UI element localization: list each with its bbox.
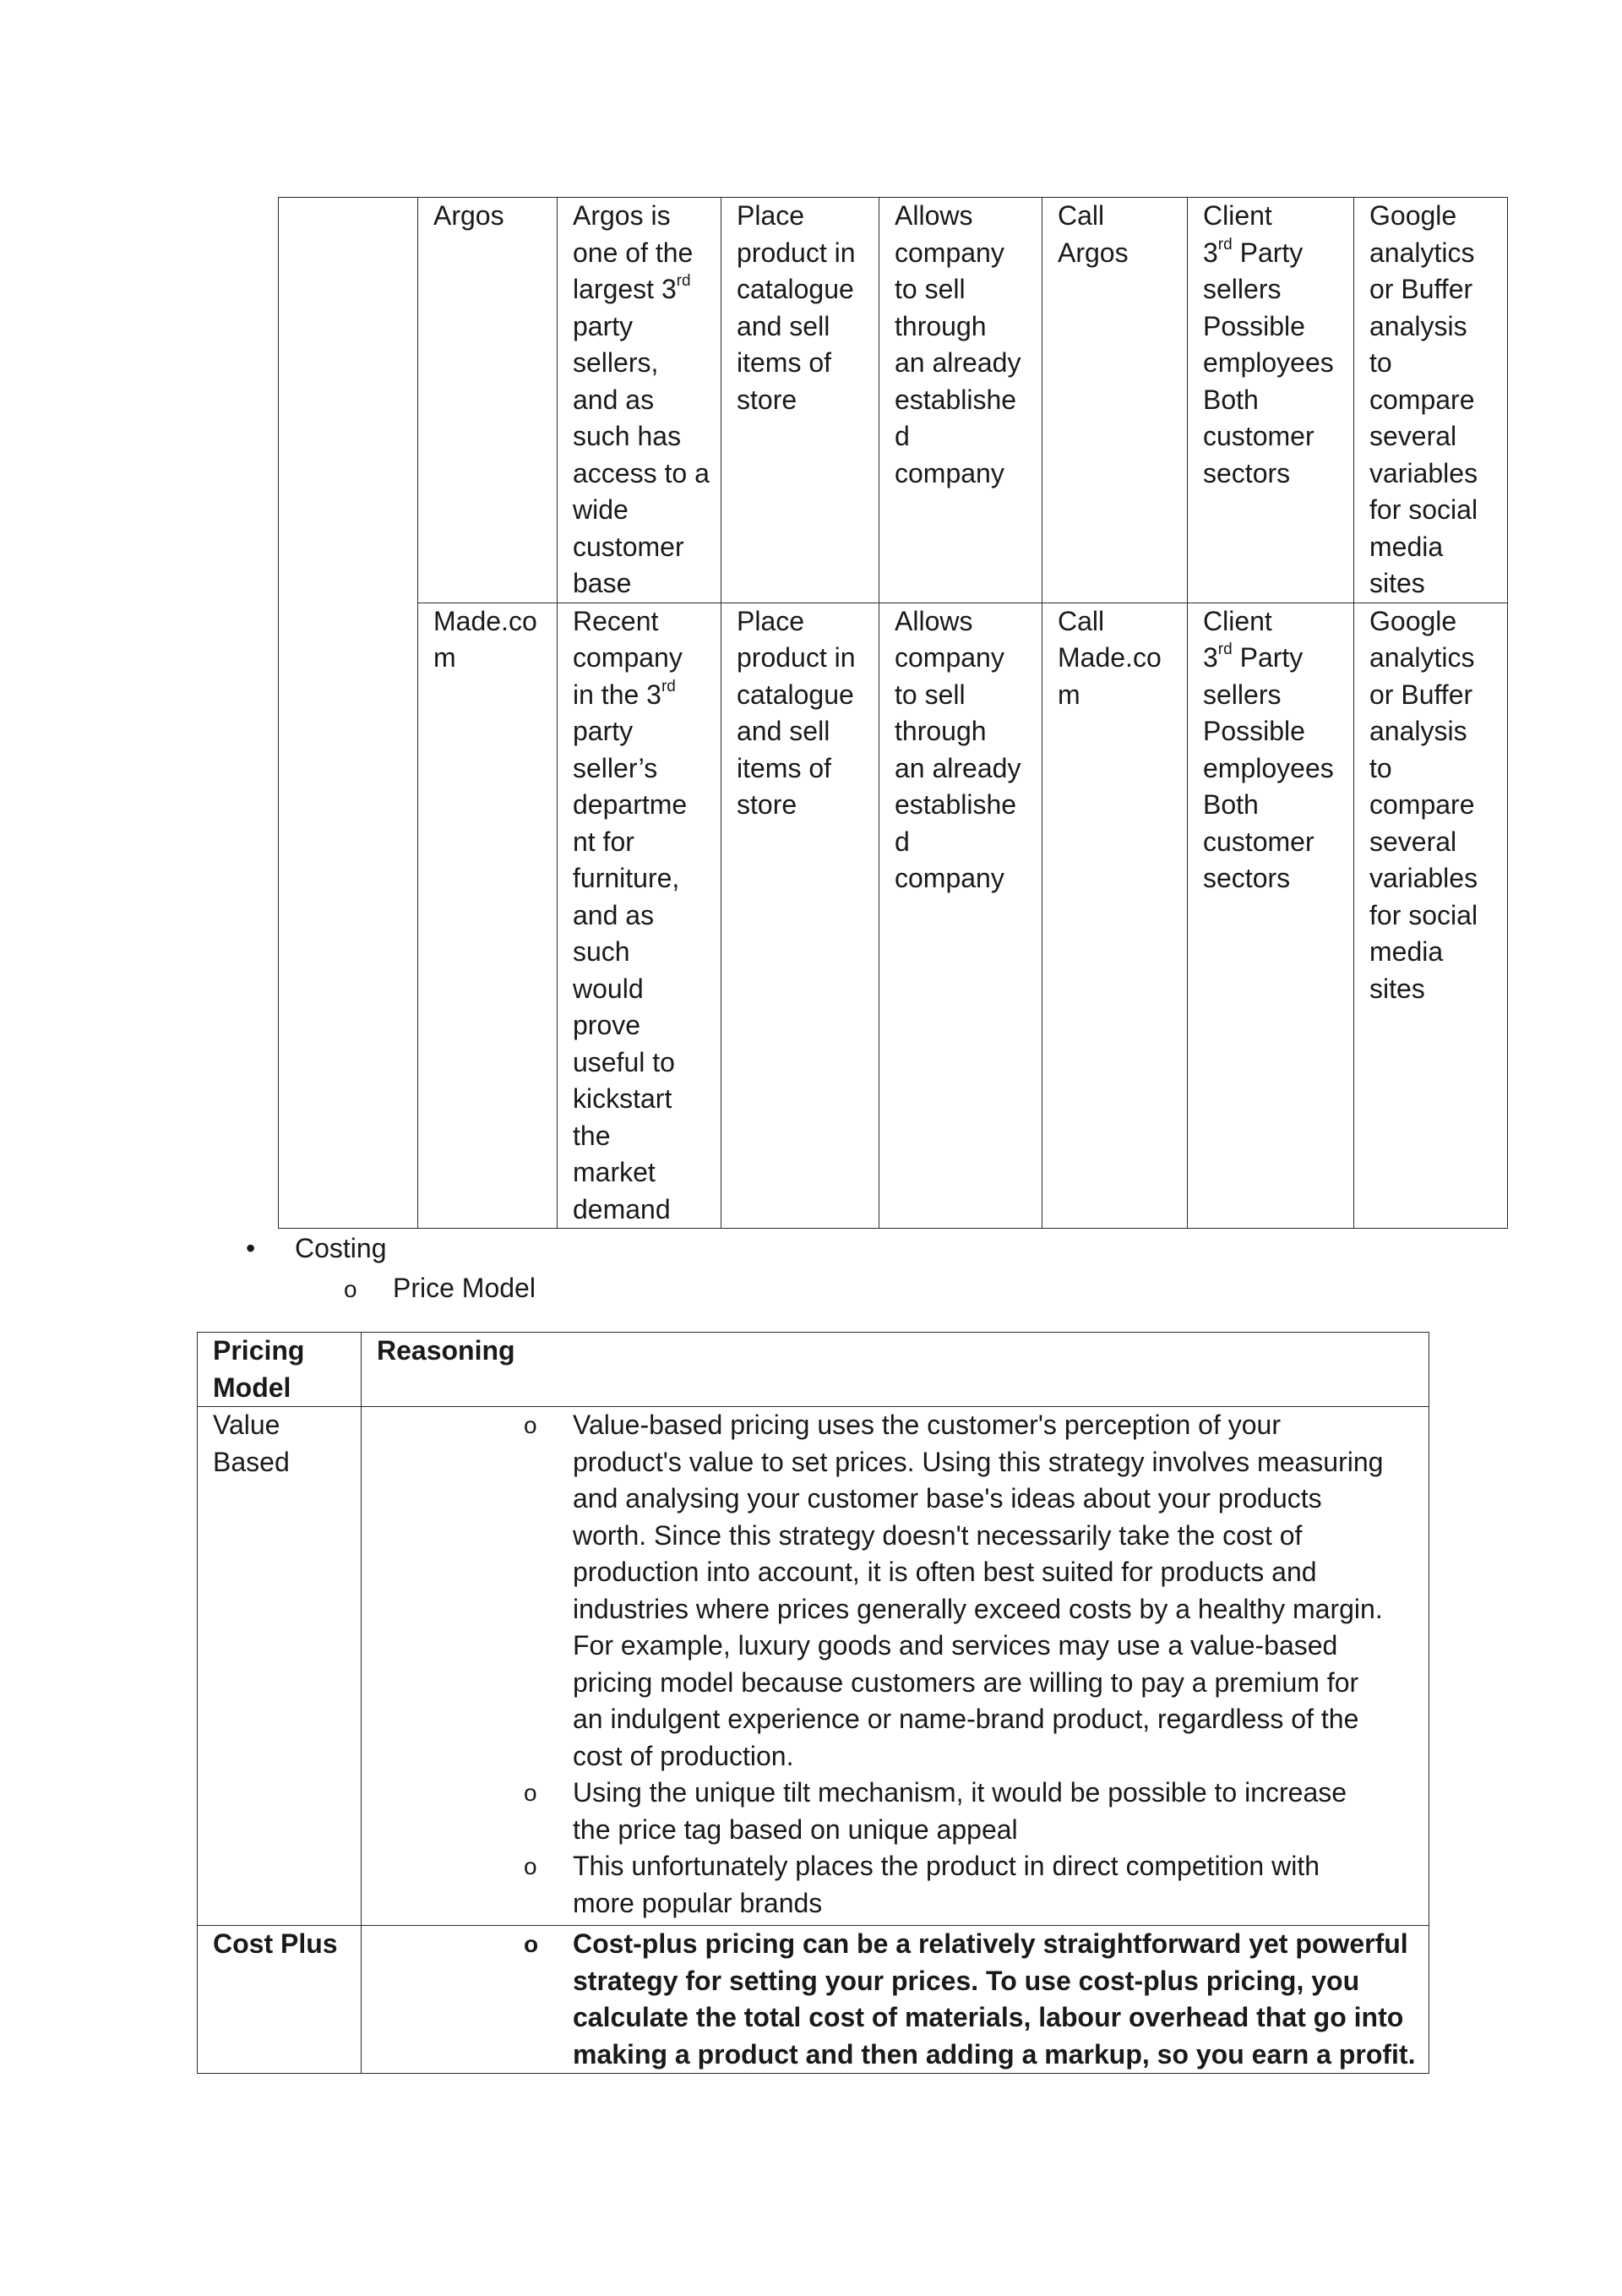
pricing-header-row <box>198 1333 1429 1407</box>
pricing-row <box>198 1926 1429 2074</box>
cell-line: sellers, <box>573 347 659 378</box>
item-line: Value-based pricing uses the customer's perception of your <box>573 1410 1281 1440</box>
cell-line: sellers <box>1203 274 1282 304</box>
bullet-symbol: o <box>524 1780 537 1806</box>
table-row <box>279 603 1508 1229</box>
cell-line: Call <box>1058 200 1105 231</box>
cell-line: Argos <box>1058 237 1129 268</box>
item-line: industries where prices generally exceed costs by a healthy margin. <box>573 1593 1383 1624</box>
item-line: This unfortunately places the product in direct competition with <box>573 1851 1320 1881</box>
seller-target-cell <box>1188 603 1354 1229</box>
pricing-model-header <box>198 1333 362 1407</box>
cell-line: Client <box>1203 200 1272 231</box>
cell-line: departme <box>573 789 688 820</box>
cell-line: store <box>737 789 797 820</box>
cell-line: company <box>895 237 1004 268</box>
reasoning-header-label: Reasoning <box>377 1335 515 1366</box>
cell-line: media <box>1369 531 1444 562</box>
cell-line: such has <box>573 421 682 451</box>
cell-line: compare <box>1369 384 1475 415</box>
cell-line: customer <box>1203 826 1314 857</box>
cell-line: 3rd Party <box>1203 235 1304 268</box>
price-model-label: Price Model <box>393 1273 536 1303</box>
cell-line: m <box>1058 679 1080 710</box>
cell-line: Allows <box>895 605 973 636</box>
cell-line: wide <box>573 494 629 525</box>
reasoning-list <box>524 1926 1422 2073</box>
cell-line: useful to <box>573 1046 675 1077</box>
reasoning-header <box>362 1333 1429 1407</box>
cell-line: product in <box>737 237 856 268</box>
pricing-row <box>198 1407 1429 1926</box>
item-line: worth. Since this strategy doesn't necessarily take the cost of <box>573 1519 1303 1551</box>
cell-line: several <box>1369 826 1457 857</box>
cell-line: Place <box>737 605 805 636</box>
reasoning-cell <box>362 1407 1429 1926</box>
cell-line: demand <box>573 1193 671 1224</box>
bullet-symbol: o <box>524 1931 539 1957</box>
cell-line: the <box>573 1120 611 1151</box>
cell-line: employees <box>1203 347 1334 378</box>
cell-line: customer <box>573 531 684 562</box>
item-line: the price tag based on unique appeal <box>573 1813 1018 1845</box>
seller-benefit-cell <box>879 603 1042 1229</box>
cell-line: Argos <box>433 200 504 231</box>
cell-line: items of <box>737 347 832 378</box>
cell-line: establishe <box>895 789 1017 820</box>
cell-line: to sell <box>895 274 966 304</box>
cell-line: company <box>895 642 1004 673</box>
item-line: cost of production. <box>573 1740 794 1771</box>
cell-line: to <box>1369 752 1392 783</box>
cell-line: and as <box>573 384 655 415</box>
cell-line: establishe <box>895 384 1017 415</box>
bullet-symbol: o <box>524 1853 537 1879</box>
cell-line: access to a <box>573 457 710 488</box>
cell-line: sites <box>1369 973 1425 1004</box>
sellers-table-body <box>279 198 1508 1229</box>
cell-line: Based <box>213 1446 290 1477</box>
superscript: rd <box>1217 641 1233 659</box>
cell-line: furniture, <box>573 863 680 893</box>
list-item <box>524 1926 1422 2073</box>
cell-line: several <box>1369 421 1457 451</box>
cell-line: Google <box>1369 200 1457 231</box>
seller-benefit-cell <box>879 198 1042 603</box>
sellers-table <box>278 197 1508 1229</box>
cell-line: Allows <box>895 200 973 231</box>
cell-line: Recent <box>573 605 659 636</box>
cell-line: d <box>895 826 910 857</box>
cell-line: to <box>1369 347 1392 378</box>
table-row <box>279 198 1508 603</box>
cell-line: Argos is <box>573 200 671 231</box>
cell-line: or Buffer <box>1369 679 1473 710</box>
cell-line: sites <box>1369 568 1425 598</box>
cell-line: an already <box>895 347 1021 378</box>
cell-line: Value <box>213 1410 280 1440</box>
bullet-symbol: • <box>246 1233 256 1263</box>
seller-description-cell <box>558 198 721 603</box>
costing-label: Costing <box>295 1233 387 1263</box>
cell-line: compare <box>1369 789 1475 820</box>
cell-line: nt for <box>573 826 634 857</box>
seller-contact-cell <box>1042 198 1188 603</box>
reasoning-list <box>524 1407 1422 1922</box>
cell-line: an already <box>895 752 1021 783</box>
seller-target-cell <box>1188 198 1354 603</box>
pricing-table <box>197 1332 1429 2074</box>
cell-line: and sell <box>737 310 830 341</box>
bullet-symbol: o <box>524 1412 537 1438</box>
cell-line: variables <box>1369 863 1478 893</box>
cell-line: sectors <box>1203 457 1291 488</box>
cell-line: media <box>1369 936 1444 967</box>
cell-line: base <box>573 568 632 598</box>
cell-line: Made.co <box>1058 642 1162 673</box>
cell-line: prove <box>573 1010 641 1040</box>
cell-line: Both <box>1203 384 1259 415</box>
cell-line: and as <box>573 899 655 930</box>
cell-line: for social <box>1369 899 1478 930</box>
pricing-model-cell <box>198 1407 362 1926</box>
cell-line: or Buffer <box>1369 274 1473 304</box>
superscript: rd <box>676 272 691 291</box>
seller-name-cell <box>418 198 558 603</box>
item-line: more popular brands <box>573 1887 823 1918</box>
cell-line: in the 3rd <box>573 677 676 710</box>
cell-line: d <box>895 421 910 451</box>
cell-line: Possible <box>1203 716 1305 746</box>
list-item <box>524 1775 1422 1848</box>
seller-analysis-cell <box>1354 198 1508 603</box>
cell-line: sectors <box>1203 863 1291 893</box>
item-line: production into account, it is often best suited for products and <box>573 1557 1317 1587</box>
cell-line: m <box>433 642 456 673</box>
cell-line: party <box>573 310 634 341</box>
cell-line: would <box>573 973 644 1004</box>
cell-line: Cost Plus <box>213 1928 338 1959</box>
cell-line: employees <box>1203 752 1334 783</box>
item-line: and analysing your customer base's ideas about your products <box>573 1483 1322 1513</box>
seller-contact-cell <box>1042 603 1188 1229</box>
cell-line: analysis <box>1369 716 1467 746</box>
cell-line: Model <box>213 1372 291 1403</box>
item-line: pricing model because customers are willing to pay a premium for <box>573 1666 1359 1698</box>
cell-line: to sell <box>895 679 966 710</box>
item-line: Using the unique tilt mechanism, it would be possible to increase <box>573 1777 1347 1808</box>
item-line: For example, luxury goods and services may use a value-based <box>573 1630 1338 1661</box>
list-item <box>524 1848 1422 1922</box>
cell-line: Made.co <box>433 605 537 636</box>
cell-line: Call <box>1058 605 1105 636</box>
costing-bullet <box>246 1230 387 1268</box>
item-line: product's value to set prices. Using this strategy involves measuring <box>573 1446 1384 1477</box>
cell-line: such <box>573 936 630 967</box>
seller-action-cell <box>721 603 879 1229</box>
item-line: Cost-plus pricing can be a relatively straightforward yet powerful <box>573 1928 1408 1959</box>
seller-name-cell <box>418 603 558 1229</box>
cell-line: Place <box>737 200 805 231</box>
item-line: an indulgent experience or name-brand product, regardless of the <box>573 1704 1359 1734</box>
cell-line: 3rd Party <box>1203 641 1304 673</box>
cell-line: Client <box>1203 605 1272 636</box>
list-item <box>524 1407 1422 1775</box>
sub-bullet-symbol: o <box>344 1276 357 1302</box>
seller-description-cell <box>558 603 721 1229</box>
cell-line: Pricing <box>213 1335 305 1366</box>
cell-line: and sell <box>737 716 830 746</box>
cell-line: variables <box>1369 457 1478 488</box>
cell-line: through <box>895 310 987 341</box>
item-line: strategy for setting your prices. To use cost-plus pricing, you <box>573 1965 1360 1996</box>
cell-line: party <box>573 716 634 746</box>
reasoning-cell <box>362 1926 1429 2074</box>
empty-category-cell <box>279 198 418 1229</box>
superscript: rd <box>1217 235 1233 254</box>
item-line: making a product and then adding a markup, so you earn a profit. <box>573 2038 1416 2070</box>
cell-line: company <box>573 642 683 673</box>
cell-line: seller’s <box>573 752 658 783</box>
cell-line: product in <box>737 642 856 673</box>
cell-line: company <box>895 457 1004 488</box>
item-line: calculate the total cost of materials, labour overhead that go into <box>573 2002 1404 2032</box>
cell-line: for social <box>1369 494 1478 525</box>
cell-line: Both <box>1203 789 1259 820</box>
cell-line: analytics <box>1369 237 1475 268</box>
seller-analysis-cell <box>1354 603 1508 1229</box>
cell-line: items of <box>737 752 832 783</box>
cell-line: largest 3rd <box>573 272 691 304</box>
cell-line: Possible <box>1203 310 1305 341</box>
cell-line: analytics <box>1369 642 1475 673</box>
superscript: rd <box>661 677 676 695</box>
cell-line: kickstart <box>573 1083 672 1114</box>
cell-line: market <box>573 1157 656 1187</box>
pricing-model-cell <box>198 1926 362 2074</box>
cell-line: catalogue <box>737 679 854 710</box>
price-model-bullet <box>344 1270 536 1308</box>
cell-line: sellers <box>1203 679 1282 710</box>
cell-line: store <box>737 384 797 415</box>
cell-line: one of the <box>573 237 694 268</box>
cell-line: analysis <box>1369 310 1467 341</box>
cell-line: company <box>895 863 1004 893</box>
cell-line: catalogue <box>737 274 854 304</box>
cell-line: customer <box>1203 421 1314 451</box>
cell-line: Google <box>1369 605 1457 636</box>
cell-line: through <box>895 716 987 746</box>
seller-action-cell <box>721 198 879 603</box>
